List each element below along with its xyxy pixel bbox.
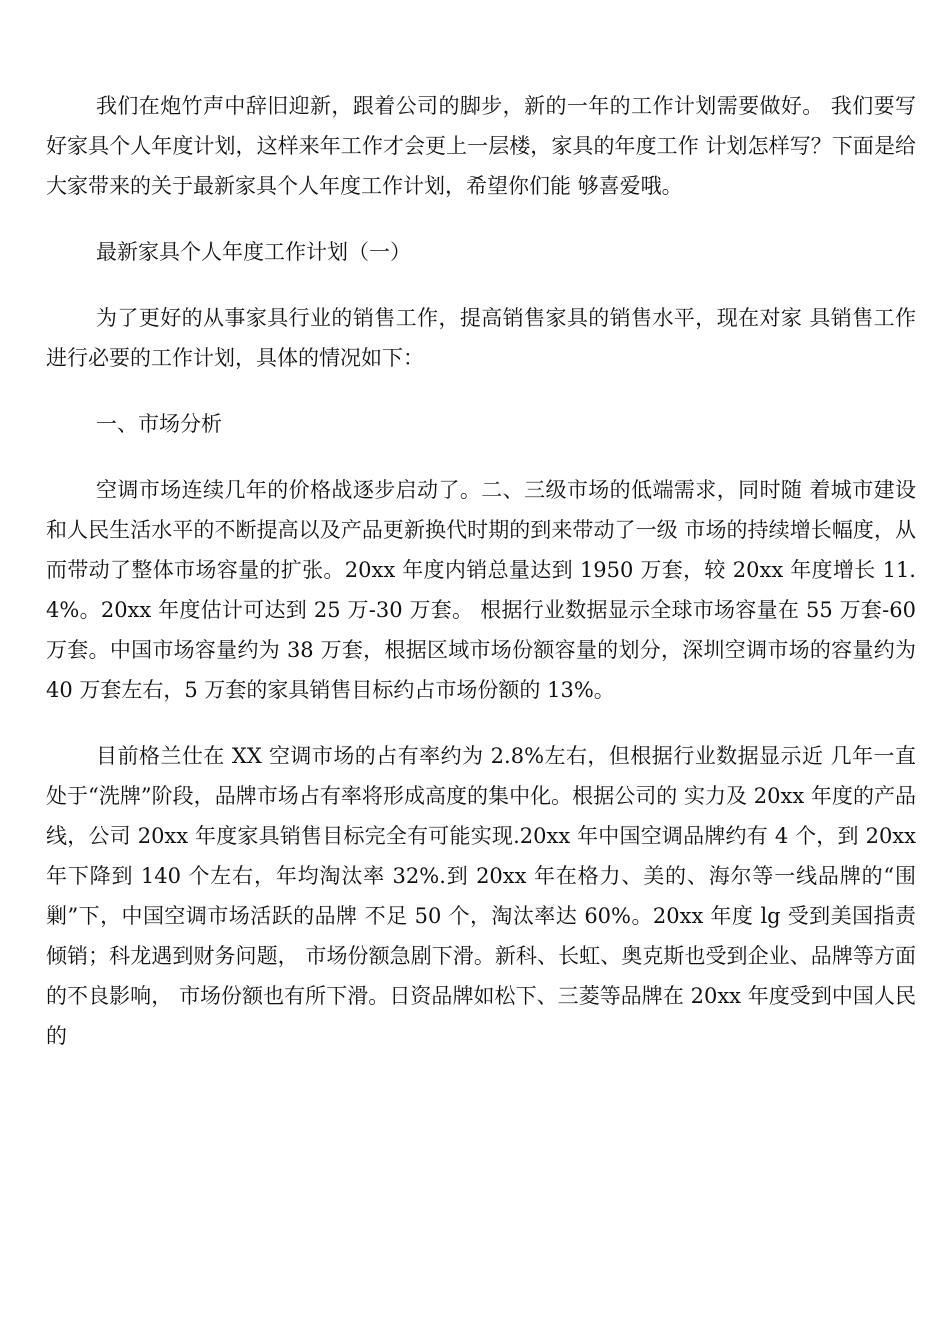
document-page: [46, 86, 916, 1082]
market-analysis-heading: 一、市场分析: [96, 412, 222, 436]
section-title: 最新家具个人年度工作计划（一）: [96, 240, 411, 264]
market-paragraph-1: 空调市场连续几年的价格战逐步启动了。二、三级市场的低端需求，同时随 着城市建设和人民生活水平的不断提高以及产品更新换代时期的到来带动了一级 市场的持续增长幅度，从而带动了整体市场容量的扩张。20xx 年度内销总量达到 1950 万套，较 20xx 年度增长 11.4%。20xx 年度估计可达到 25 万-30 万套。 根据行业数据显示全球市场容量在 55 万套-60 万套。中国市场容量约为 38 万套，根据区域市场份额容量的划分，深圳空调市场的容量约为 40 万套左右，5 万套的家具销售目标约占市场份额的 13%。: [46, 478, 916, 702]
market-paragraph-2: 目前格兰仕在 XX 空调市场的占有率约为 2.8%左右，但根据行业数据显示近 几年一直处于“洗牌”阶段，品牌市场占有率将形成高度的集中化。根据公司的 实力及 20xx 年度的产品线，公司 20xx 年度家具销售目标完全有可能实现.20xx 年中国空调品牌约有 4 个，到 20xx 年下降到 140 个左右，年均淘汰率 32%.到 20xx 年在格力、美的、海尔等一线品牌的“围剿”下，中国空调市场活跃的品牌 不足 50 个，淘汰率达 60%。20xx 年度 lg 受到美国指责倾销；科龙遇到财务问题， 市场份额急剧下滑。新科、长虹、奥克斯也受到企业、品牌等方面的不良影响， 市场份额也有所下滑。日资品牌如松下、三菱等品牌在 20xx 年度受到中国人民的: [46, 744, 916, 1048]
purpose-paragraph: 为了更好的从事家具行业的销售工作，提高销售家具的销售水平，现在对家 具销售工作进行必要的工作计划，具体的情况如下：: [46, 306, 916, 370]
intro-paragraph: 我们在炮竹声中辞旧迎新，跟着公司的脚步，新的一年的工作计划需要做好。 我们要写好家具个人年度计划，这样来年工作才会更上一层楼，家具的年度工作 计划怎样写？下面是给大家带来的关于最新家具个人年度工作计划，希望你们能 够喜爱哦。: [46, 94, 916, 198]
